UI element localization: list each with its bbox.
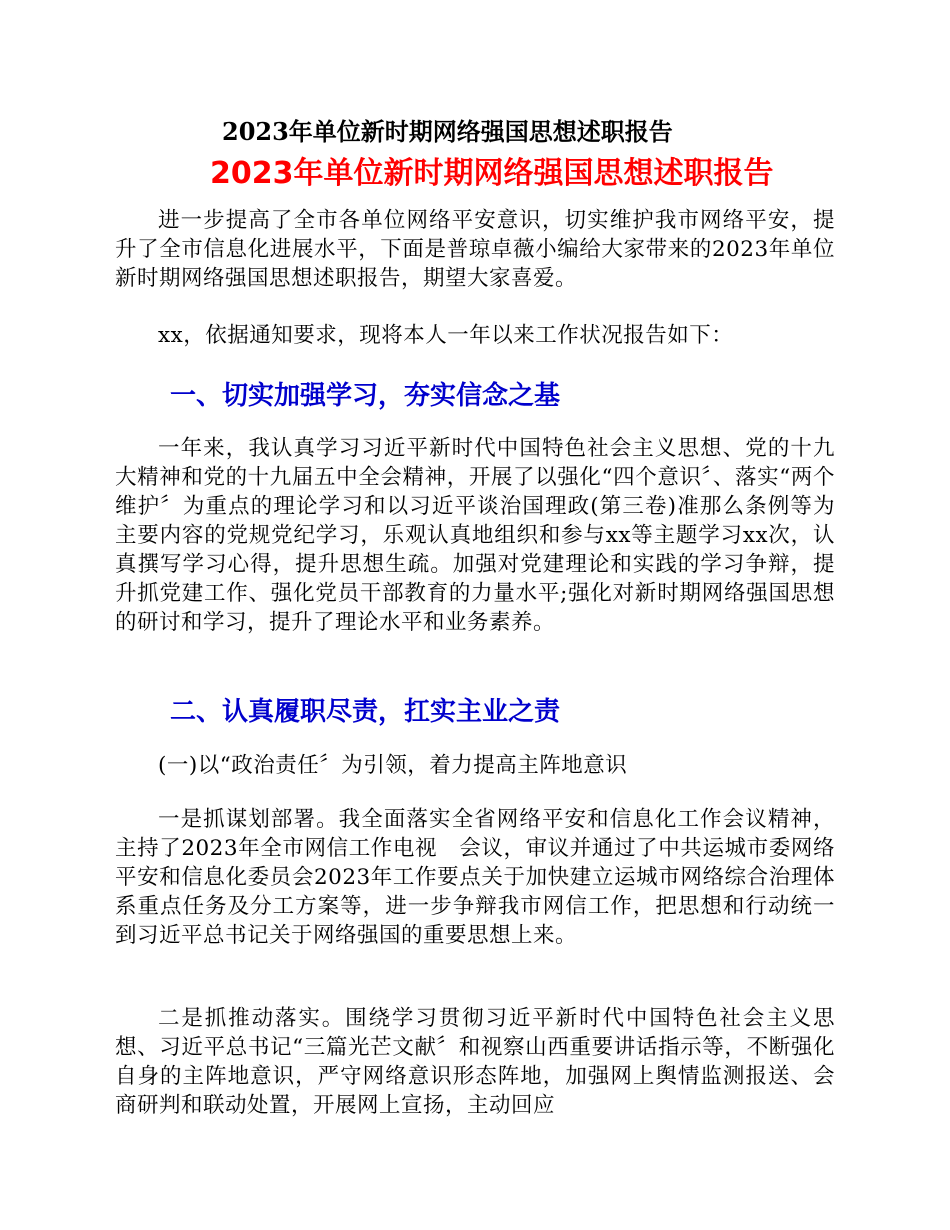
document-header-title: 2023年单位新时期网络强国思想述职报告: [222, 117, 673, 146]
document-main-title: 2023年单位新时期网络强国思想述职报告: [210, 156, 774, 191]
section-2-heading: 二、认真履职尽责，扛实主业之责: [170, 697, 561, 727]
intro-paragraph: 进一步提高了全市各单位网络平安意识，切实维护我市网络平安，提升了全市信息化进展水平，下面是普琼卓薇小编给大家带来的2023年单位新时期网络强国思想述职报告，期望大家喜爱。: [115, 208, 835, 291]
section-1-heading: 一、切实加强学习，夯实信念之基: [170, 381, 561, 411]
section-2-subheading: (一)以“政治责任〞为引领，着力提高主阵地意识: [158, 753, 628, 778]
section-1-paragraph: 一年来，我认真学习习近平新时代中国特色社会主义思想、党的十九大精神和党的十九届五中全会精神，开展了以强化“四个意识〞、落实“两个维护〞为重点的理论学习和以习近平谈治国理政(第三卷)准那么条例等为主要内容的党规党纪学习，乐观认真地组织和参与xx等主题学习xx次，认真撰写学习心得，提升思想生疏。加强对党建理论和实践的学习争辩，提升抓党建工作、强化党员干部教育的力量水平;强化对新时期网络强国思想的研讨和学习，提升了理论水平和业务素养。: [115, 436, 835, 635]
section-2-paragraph-2: 二是抓推动落实。围绕学习贯彻习近平新时代中国特色社会主义思想、习近平总书记“三篇光芒文献〞和视察山西重要讲话指示等，不断强化自身的主阵地意识，严守网络意识形态阵地，加强网上舆情监测报送、会商研判和联动处置，开展网上宣扬，主动回应: [115, 1006, 835, 1118]
opening-paragraph: xx，依据通知要求，现将本人一年以来工作状况报告如下：: [158, 323, 734, 348]
section-2-paragraph-1: 一是抓谋划部署。我全面落实全省网络平安和信息化工作会议精神，主持了2023年全市网信工作电视 会议，审议并通过了中共运城市委网络平安和信息化委员会2023年工作要点关于加快建立运城市网络综合治理体系重点任务及分工方案等，进一步争辩我市网信工作，把思想和行动统一到习近平总书记关于网络强国的重要思想上来。: [115, 807, 835, 948]
